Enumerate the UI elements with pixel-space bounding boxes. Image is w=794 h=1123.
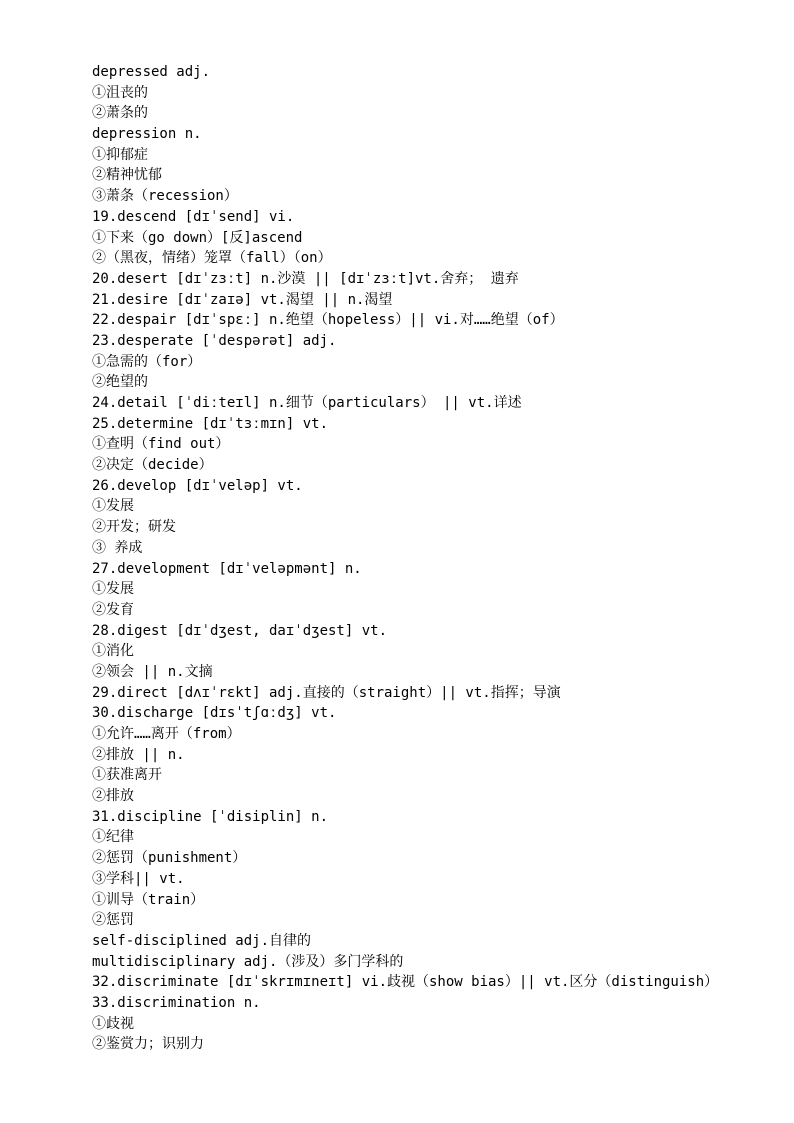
entry-line: ①消化 (92, 643, 134, 660)
entry-line: 19.descend [dɪˈsend] vi. (92, 208, 295, 225)
entry-line: ②发育 (92, 601, 134, 618)
entry-line: ②精神忧郁 (92, 167, 162, 184)
entry-line: depression n. (92, 126, 202, 143)
entry-line: 26.develop [dɪˈveləp] vt. (92, 477, 303, 494)
entry-line: 30.discharge [dɪsˈtʃɑːdʒ] vt. (92, 705, 337, 722)
entry-line: ③萧条（recession） (92, 188, 238, 205)
entry-line: 27.development [dɪˈveləpmənt] n. (92, 560, 362, 577)
entry-line: ①抑郁症 (92, 146, 148, 163)
entry-line: 20.desert [dɪˈzɜːt] n.沙漠 || [dɪˈzɜːt]vt.舍弃； 遗弃 (92, 270, 519, 287)
entry-line: ②惩罚（punishment） (92, 850, 247, 867)
entry-line: 21.desire [dɪˈzaɪə] vt.渴望 || n.渴望 (92, 291, 393, 308)
entry-line: 23.desperate [ˈdespərət] adj. (92, 332, 337, 349)
entry-line: 25.determine [dɪˈtɜːmɪn] vt. (92, 415, 329, 432)
entry-line: self-disciplined adj.自律的 (92, 932, 312, 949)
entry-line: ①发展 (92, 581, 134, 598)
entry-line: ②绝望的 (92, 374, 148, 391)
entry-line: ①歧视 (92, 1015, 134, 1032)
entry-line: ①训导（train） (92, 891, 205, 908)
entry-line: ③学科|| vt. (92, 870, 185, 887)
entry-line: 28.digest [dɪˈdʒest, daɪˈdʒest] vt. (92, 622, 388, 639)
entry-line: ①查明（find out） (92, 436, 230, 453)
entry-line: ②排放 (92, 788, 134, 805)
entry-line: ②开发；研发 (92, 519, 176, 536)
entry-line: multidisciplinary adj.（涉及）多门学科的 (92, 953, 404, 970)
entry-line: ①急需的（for） (92, 353, 202, 370)
entry-line: 32.discriminate [dɪˈskrɪmɪneɪt] vi.歧视（show bias）|| vt.区分（distinguish） (92, 974, 719, 991)
entry-line: ②鉴赏力；识别力 (92, 1036, 204, 1053)
entry-line: 24.detail [ˈdiːteɪl] n.细节（particulars） || vt.详述 (92, 395, 522, 411)
entry-line: ③ 养成 (92, 539, 143, 556)
entry-line: 22.despair [dɪˈspɛː] n.绝望（hopeless）|| vi.对……绝望（of） (92, 312, 564, 329)
entry-line: ②决定（decide） (92, 457, 213, 474)
entry-line: ①允许……离开（from） (92, 726, 241, 742)
entry-line: ①纪律 (92, 829, 134, 846)
entry-line: 33.discrimination n. (92, 994, 261, 1011)
entry-line: ②领会 || n.文摘 (92, 663, 213, 680)
entry-line: 31.discipline [ˈdisiplin] n. (92, 808, 329, 825)
entry-line: ①沮丧的 (92, 84, 148, 101)
document-page (92, 62, 772, 1055)
entry-line: 29.direct [dʌɪˈrɛkt] adj.直接的（straight）|| vt.指挥；导演 (92, 684, 561, 701)
entry-line: ①发展 (92, 498, 134, 515)
entry-line: ②（黑夜，情绪）笼罩（fall）（on） (92, 250, 332, 267)
entry-line: ②萧条的 (92, 105, 148, 122)
entry-line: ②惩罚 (92, 912, 134, 929)
entry-line: ②排放 || n. (92, 746, 185, 763)
entry-line: ①下来（go down）[反]ascend (92, 229, 303, 246)
entry-line: depressed adj. (92, 64, 211, 80)
entry-line: ①获准离开 (92, 767, 162, 784)
